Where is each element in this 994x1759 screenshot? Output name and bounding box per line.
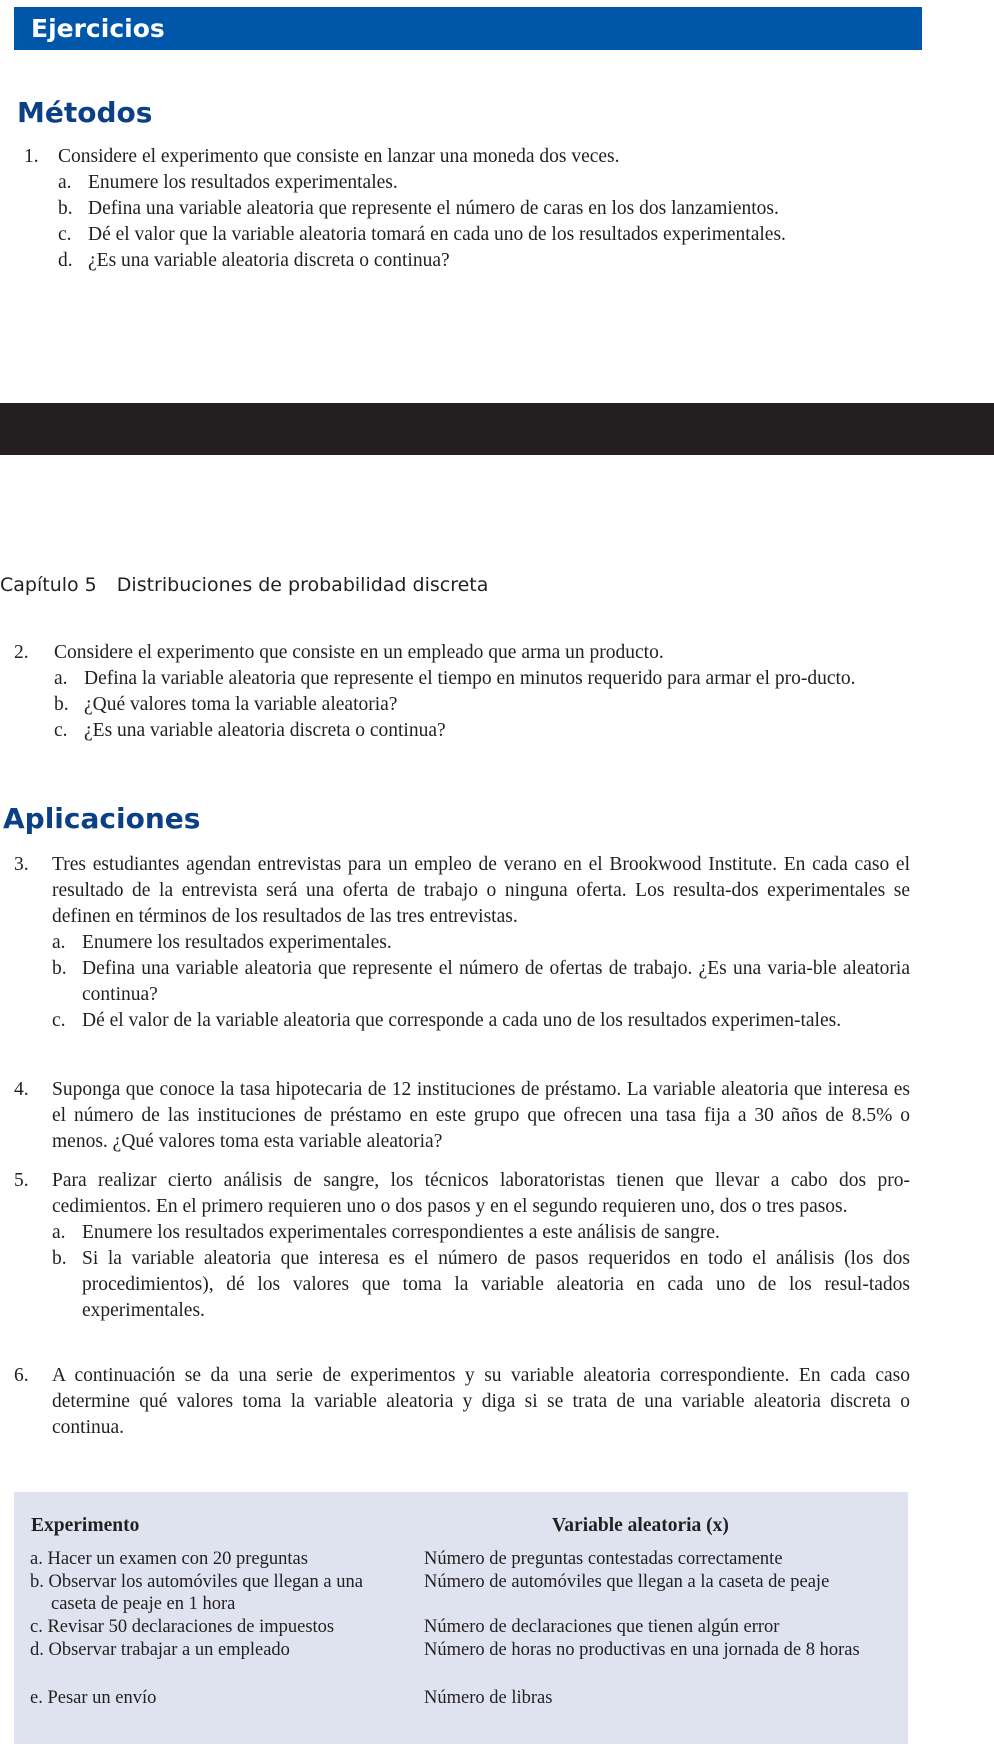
- problem-3: [14, 852, 910, 1034]
- table-header-experiment: Experimento: [31, 1515, 140, 1536]
- problem-text: Considere el experimento que consiste en lanzar una moneda dos veces.: [58, 146, 620, 167]
- table-header-variable: Variable aleatoria (x): [552, 1515, 729, 1536]
- sub-letter: b.: [52, 958, 67, 979]
- sub-text: Si la variable aleatoria que interesa es el número de pasos requeridos en todo el análisis (los dos procedimientos), dé los valores que toma la variable aleatoria en cada uno de los resul-tados experimentales.: [82, 1248, 910, 1321]
- chapter-title: Distribuciones de probabilidad discreta: [116, 574, 489, 596]
- sub-letter: b.: [58, 198, 73, 219]
- table-cell-experiment: a. Hacer un examen con 20 preguntas: [30, 1549, 308, 1569]
- problem-text: Considere el experimento que consiste en un empleado que arma un producto.: [54, 642, 664, 663]
- table-cell-variable: Número de declaraciones que tienen algún error: [424, 1617, 780, 1637]
- sub-text: Enumere los resultados experimentales.: [88, 172, 398, 193]
- table-cell-variable: Número de automóviles que llegan a la caseta de peaje: [424, 1572, 830, 1592]
- sub-letter: a.: [52, 932, 66, 953]
- problem-number: 2.: [14, 642, 29, 663]
- problem-text: Suponga que conoce la tasa hipotecaria de 12 instituciones de préstamo. La variable aleatoria que interesa es el número de las instituciones de préstamo en este grupo que ofrecen una tasa fija a 30 años de 8.5% o menos. ¿Qué valores toma esta variable aleatoria?: [52, 1079, 910, 1152]
- problem-1: [24, 144, 910, 274]
- problem-number: 4.: [14, 1079, 29, 1100]
- sub-letter: d.: [58, 250, 73, 271]
- chapter-running-head: [0, 572, 488, 598]
- table-cell-variable: Número de horas no productivas en una jornada de 8 horas: [424, 1640, 860, 1660]
- chapter-number: Capítulo 5: [0, 574, 97, 596]
- sub-text: ¿Qué valores toma la variable aleatoria?: [84, 694, 398, 715]
- sub-text: Defina la variable aleatoria que represente el tiempo en minutos requerido para armar el pro-ducto.: [84, 668, 856, 689]
- sub-letter: a.: [58, 172, 72, 193]
- problem-number: 1.: [24, 146, 39, 167]
- problem-4: [14, 1077, 910, 1155]
- sub-letter: c.: [54, 720, 68, 741]
- table-cell-variable: Número de libras: [424, 1688, 553, 1708]
- problem-2: [14, 640, 910, 744]
- table-cell-experiment: d. Observar trabajar a un empleado: [30, 1640, 290, 1660]
- problem-number: 6.: [14, 1365, 29, 1386]
- sub-letter: b.: [52, 1248, 67, 1269]
- sub-letter: a.: [52, 1222, 66, 1243]
- sub-text: Enumere los resultados experimentales correspondientes a este análisis de sangre.: [82, 1222, 720, 1243]
- table-cell-experiment: e. Pesar un envío: [30, 1688, 157, 1708]
- sub-text: ¿Es una variable aleatoria discreta o continua?: [88, 250, 450, 271]
- problem-5: [14, 1168, 910, 1324]
- problem-number: 3.: [14, 854, 29, 875]
- table-cell-variable: Número de preguntas contestadas correctamente: [424, 1549, 783, 1569]
- sub-letter: b.: [54, 694, 69, 715]
- page-break-band: [0, 403, 994, 455]
- sub-text: Defina una variable aleatoria que represente el número de caras en los dos lanzamientos.: [88, 198, 779, 219]
- sub-text: ¿Es una variable aleatoria discreta o continua?: [84, 720, 446, 741]
- sub-letter: c.: [52, 1010, 66, 1031]
- ejercicios-title: Ejercicios: [31, 14, 165, 43]
- problem-6: [14, 1363, 910, 1441]
- section-heading-aplicaciones: Aplicaciones: [3, 802, 201, 835]
- problem-text: Para realizar cierto análisis de sangre, los técnicos laboratoristas tienen que llevar a cabo dos pro-cedimientos. En el primero requieren uno o dos pasos y en el segundo requieren uno, dos o tres pasos.: [52, 1170, 910, 1217]
- problem-text: Tres estudiantes agendan entrevistas para un empleo de verano en el Brookwood Institute. En cada caso el resultado de la entrevista será una oferta de trabajo o ninguna oferta. Los resulta-dos experimentales se definen en términos de los resultados de las tres entrevistas.: [52, 854, 910, 927]
- sub-text: Defina una variable aleatoria que represente el número de ofertas de trabajo. ¿Es una varia-ble aleatoria continua?: [82, 958, 910, 1005]
- table-cell-experiment: c. Revisar 50 declaraciones de impuestos: [30, 1617, 335, 1637]
- experiment-table: [14, 1492, 908, 1744]
- table-cell-experiment: b. Observar los automóviles que llegan a una caseta de peaje en 1 hora: [30, 1572, 363, 1614]
- sub-text: Enumere los resultados experimentales.: [82, 932, 392, 953]
- sub-letter: a.: [54, 668, 68, 689]
- ejercicios-header: [14, 7, 922, 50]
- sub-text: Dé el valor de la variable aleatoria que corresponde a cada uno de los resultados experimen-tales.: [82, 1010, 842, 1031]
- section-heading-metodos: Métodos: [17, 96, 153, 129]
- sub-text: Dé el valor que la variable aleatoria tomará en cada uno de los resultados experimentales.: [88, 224, 786, 245]
- problem-number: 5.: [14, 1170, 29, 1191]
- problem-text: A continuación se da una serie de experimentos y su variable aleatoria correspondiente. En cada caso determine qué valores toma la variable aleatoria y diga si se trata de una variable aleatoria discreta o continua.: [52, 1365, 910, 1438]
- sub-letter: c.: [58, 224, 72, 245]
